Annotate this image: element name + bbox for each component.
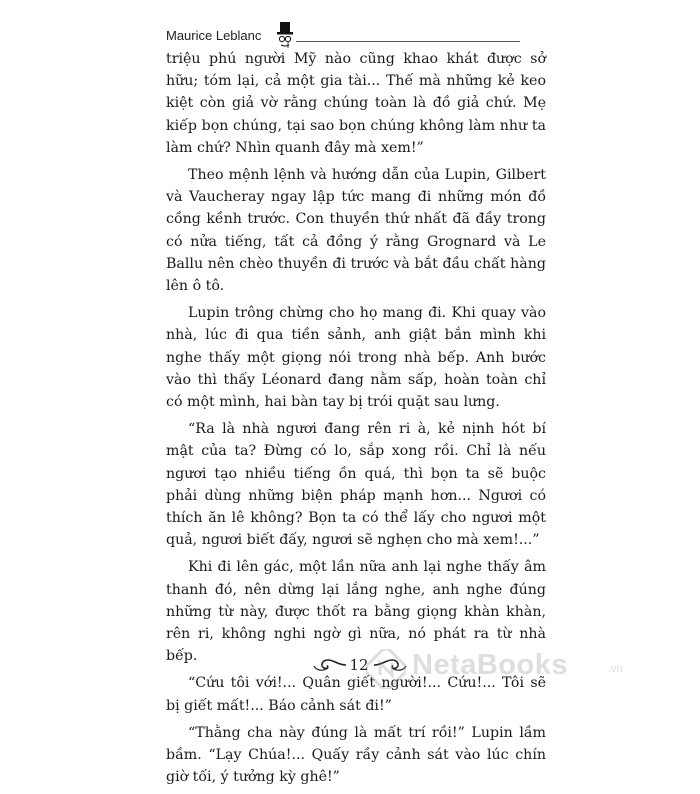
page-number: 12 <box>349 656 369 674</box>
watermark-suffix: .vn <box>608 663 623 675</box>
paragraph-3: Lupin trông chừng cho họ mang đi. Khi quay vào nhà, lúc đi qua tiền sảnh, anh giật bắn mình khi nghe thấy một giọng nói trong nhà bếp. Anh bước vào thì thấy Léonard đang nằm sấp, hoàn toàn chỉ có một mình, hai bàn tay bị trói quặt sau lưng. <box>166 305 546 411</box>
paragraph-5: Khi đi lên gác, một lần nữa anh lại nghe thấy âm thanh đó, nên dừng lại lắng nghe, anh nghe đúng những từ này, được thốt ra bằng giọng khàn khàn, rên ri, không nghi ngờ gì nữa, nó phát ra từ nhà bếp. <box>166 559 546 665</box>
paragraph-7: “Thằng cha này đúng là mất trí rồi!” Lupin lầm bầm. “Lạy Chúa!... Quấy rầy cảnh sát vào lúc chín giờ tối, ý tưởng kỳ ghê!” <box>166 724 546 786</box>
author-name: Maurice Leblanc <box>166 28 262 43</box>
watermark-brand: NetaBooks <box>412 649 568 681</box>
paragraph-1: triệu phú người Mỹ nào cũng khao khát được sở hữu; tóm lại, cả một gia tài... Thế mà những kẻ keo kiệt còn giả vờ rằng chúng toàn là đồ giả chứ. Mẹ kiếp bọn chúng, tại sao bọn chúng không làm như ta làm chứ? Nhìn quanh đây mà xem!” <box>166 51 546 156</box>
header-rule <box>296 41 520 42</box>
paragraph-6: “Cứu tôi với!... Quân giết người!... Cứu!... Tôi sẽ bị giết mất!... Báo cảnh sát đi!” <box>166 675 546 714</box>
scroll-ornament-left-icon <box>312 656 348 674</box>
paragraph-4: “Ra là nhà ngươi đang rên ri à, kẻ nịnh hót bí mật của ta? Đừng có lo, sắp xong rồi. Chỉ là nếu ngươi tạo nhiều tiếng ồn quá, thì bọn ta sẽ buộc phải dùng những biện pháp mạnh hơn... Ngươi có thích ăn lê không? Bọn ta có thể lấy cho ngươi một quả, ngươi biết đấy, ngươi sẽ nghẹn cho mà xem!...” <box>166 421 546 549</box>
netabooks-logo-icon <box>366 649 406 689</box>
paragraph-2: Theo mệnh lệnh và hướng dẫn của Lupin, Gilbert và Vaucheray ngay lập tức mang đi những món đồ cồng kềnh trước. Con thuyền thứ nhất đã đầy trong có nửa tiếng, tất cả đồng ý rằng Grognard và Le Ballu nên chèo thuyền đi trước và bắt đầu chất hàng lên ô tô. <box>166 167 546 295</box>
watermark <box>360 645 690 695</box>
